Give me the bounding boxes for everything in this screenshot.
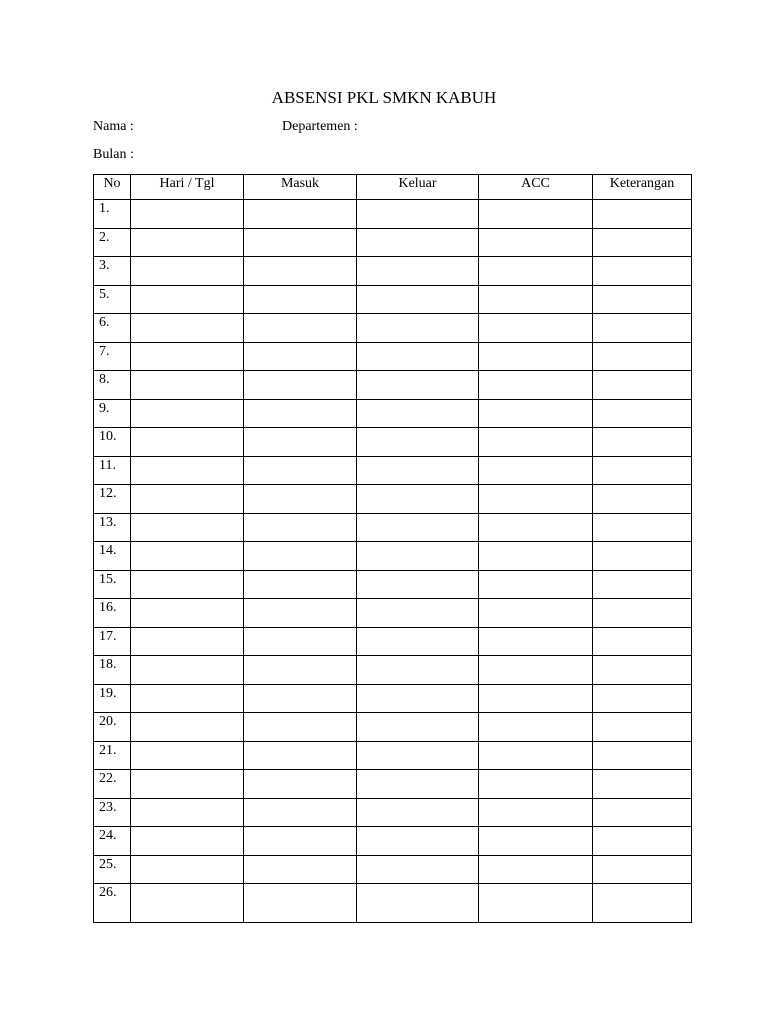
keterangan-cell	[593, 827, 692, 856]
keluar-cell	[357, 456, 479, 485]
keluar-cell	[357, 200, 479, 229]
row-number: 17.	[94, 627, 131, 656]
table-row	[94, 314, 692, 343]
masuk-cell	[244, 770, 357, 799]
acc-cell	[479, 599, 593, 628]
keterangan-cell	[593, 428, 692, 457]
masuk-cell	[244, 371, 357, 400]
acc-cell	[479, 627, 593, 656]
hari-tgl-cell	[131, 257, 244, 286]
page-title: ABSENSI PKL SMKN KABUH	[271, 88, 497, 107]
hari-tgl-cell	[131, 656, 244, 685]
keterangan-cell	[593, 399, 692, 428]
nama-label: Nama :	[93, 119, 134, 134]
acc-cell	[479, 570, 593, 599]
hari-tgl-cell	[131, 513, 244, 542]
acc-cell	[479, 200, 593, 229]
hari-tgl-cell	[131, 342, 244, 371]
row-number: 20.	[94, 713, 131, 742]
table-row	[94, 428, 692, 457]
keluar-cell	[357, 285, 479, 314]
table-row	[94, 827, 692, 856]
table-row	[94, 513, 692, 542]
hari-tgl-cell	[131, 428, 244, 457]
row-number: 26.	[94, 884, 131, 923]
keluar-cell	[357, 399, 479, 428]
keterangan-cell	[593, 542, 692, 571]
keluar-cell	[357, 884, 479, 923]
table-row	[94, 770, 692, 799]
keluar-cell	[357, 798, 479, 827]
masuk-cell	[244, 257, 357, 286]
masuk-cell	[244, 656, 357, 685]
table-row	[94, 285, 692, 314]
masuk-cell	[244, 456, 357, 485]
masuk-cell	[244, 599, 357, 628]
keterangan-cell	[593, 713, 692, 742]
masuk-cell	[244, 428, 357, 457]
acc-cell	[479, 314, 593, 343]
table-row	[94, 684, 692, 713]
acc-cell	[479, 542, 593, 571]
keterangan-cell	[593, 485, 692, 514]
hari-tgl-cell	[131, 200, 244, 229]
keluar-cell	[357, 599, 479, 628]
keterangan-cell	[593, 884, 692, 923]
table-row	[94, 713, 692, 742]
keluar-cell	[357, 627, 479, 656]
keterangan-cell	[593, 570, 692, 599]
keluar-cell	[357, 228, 479, 257]
keterangan-cell	[593, 770, 692, 799]
hari-tgl-cell	[131, 456, 244, 485]
keluar-cell	[357, 485, 479, 514]
acc-cell	[479, 884, 593, 923]
column-header-keluar: Keluar	[357, 175, 479, 200]
masuk-cell	[244, 884, 357, 923]
row-number: 16.	[94, 599, 131, 628]
hari-tgl-cell	[131, 314, 244, 343]
row-number: 2.	[94, 228, 131, 257]
hari-tgl-cell	[131, 741, 244, 770]
keterangan-cell	[593, 798, 692, 827]
row-number: 12.	[94, 485, 131, 514]
row-number: 14.	[94, 542, 131, 571]
masuk-cell	[244, 342, 357, 371]
table-row	[94, 228, 692, 257]
table-row	[94, 456, 692, 485]
masuk-cell	[244, 855, 357, 884]
row-number: 22.	[94, 770, 131, 799]
bulan-label: Bulan :	[93, 147, 134, 162]
column-header-no: No	[94, 175, 131, 200]
keluar-cell	[357, 855, 479, 884]
keluar-cell	[357, 570, 479, 599]
table-row	[94, 371, 692, 400]
table-row	[94, 570, 692, 599]
acc-cell	[479, 428, 593, 457]
acc-cell	[479, 684, 593, 713]
table-row	[94, 542, 692, 571]
keterangan-cell	[593, 285, 692, 314]
acc-cell	[479, 456, 593, 485]
keterangan-cell	[593, 684, 692, 713]
masuk-cell	[244, 827, 357, 856]
column-header-acc: ACC	[479, 175, 593, 200]
acc-cell	[479, 228, 593, 257]
hari-tgl-cell	[131, 485, 244, 514]
hari-tgl-cell	[131, 855, 244, 884]
table-row	[94, 599, 692, 628]
acc-cell	[479, 371, 593, 400]
table-header-row	[94, 175, 692, 200]
masuk-cell	[244, 684, 357, 713]
column-header-masuk: Masuk	[244, 175, 357, 200]
masuk-cell	[244, 627, 357, 656]
hari-tgl-cell	[131, 228, 244, 257]
row-number: 6.	[94, 314, 131, 343]
acc-cell	[479, 827, 593, 856]
table-row	[94, 485, 692, 514]
hari-tgl-cell	[131, 399, 244, 428]
keluar-cell	[357, 314, 479, 343]
masuk-cell	[244, 513, 357, 542]
masuk-cell	[244, 285, 357, 314]
row-number: 19.	[94, 684, 131, 713]
hari-tgl-cell	[131, 713, 244, 742]
masuk-cell	[244, 200, 357, 229]
keterangan-cell	[593, 257, 692, 286]
table-row	[94, 627, 692, 656]
masuk-cell	[244, 798, 357, 827]
column-header-hari-tgl: Hari / Tgl	[131, 175, 244, 200]
acc-cell	[479, 513, 593, 542]
row-number: 18.	[94, 656, 131, 685]
table-row	[94, 741, 692, 770]
keterangan-cell	[593, 599, 692, 628]
keluar-cell	[357, 684, 479, 713]
acc-cell	[479, 399, 593, 428]
hari-tgl-cell	[131, 570, 244, 599]
keterangan-cell	[593, 855, 692, 884]
acc-cell	[479, 257, 593, 286]
row-number: 8.	[94, 371, 131, 400]
hari-tgl-cell	[131, 798, 244, 827]
keluar-cell	[357, 342, 479, 371]
acc-cell	[479, 285, 593, 314]
masuk-cell	[244, 570, 357, 599]
keluar-cell	[357, 257, 479, 286]
hari-tgl-cell	[131, 827, 244, 856]
masuk-cell	[244, 485, 357, 514]
row-number: 11.	[94, 456, 131, 485]
hari-tgl-cell	[131, 285, 244, 314]
keterangan-cell	[593, 342, 692, 371]
table-row	[94, 855, 692, 884]
table-row	[94, 656, 692, 685]
keluar-cell	[357, 513, 479, 542]
keluar-cell	[357, 713, 479, 742]
masuk-cell	[244, 741, 357, 770]
keluar-cell	[357, 371, 479, 400]
acc-cell	[479, 656, 593, 685]
keterangan-cell	[593, 513, 692, 542]
acc-cell	[479, 741, 593, 770]
table-row	[94, 884, 692, 923]
row-number: 10.	[94, 428, 131, 457]
row-number: 3.	[94, 257, 131, 286]
row-number: 21.	[94, 741, 131, 770]
row-number: 1.	[94, 200, 131, 229]
keluar-cell	[357, 428, 479, 457]
keluar-cell	[357, 770, 479, 799]
table-row	[94, 257, 692, 286]
hari-tgl-cell	[131, 884, 244, 923]
acc-cell	[479, 485, 593, 514]
table-row	[94, 399, 692, 428]
keterangan-cell	[593, 456, 692, 485]
row-number: 9.	[94, 399, 131, 428]
hari-tgl-cell	[131, 770, 244, 799]
column-header-keterangan: Keterangan	[593, 175, 692, 200]
row-number: 13.	[94, 513, 131, 542]
keluar-cell	[357, 741, 479, 770]
masuk-cell	[244, 228, 357, 257]
acc-cell	[479, 855, 593, 884]
table-row	[94, 342, 692, 371]
keterangan-cell	[593, 627, 692, 656]
masuk-cell	[244, 314, 357, 343]
row-number: 5.	[94, 285, 131, 314]
row-number: 25.	[94, 855, 131, 884]
hari-tgl-cell	[131, 542, 244, 571]
masuk-cell	[244, 542, 357, 571]
keluar-cell	[357, 656, 479, 685]
hari-tgl-cell	[131, 684, 244, 713]
row-number: 24.	[94, 827, 131, 856]
keterangan-cell	[593, 314, 692, 343]
hari-tgl-cell	[131, 627, 244, 656]
keterangan-cell	[593, 228, 692, 257]
row-number: 15.	[94, 570, 131, 599]
keluar-cell	[357, 827, 479, 856]
departemen-label: Departemen :	[282, 119, 358, 134]
table-row	[94, 798, 692, 827]
hari-tgl-cell	[131, 599, 244, 628]
acc-cell	[479, 770, 593, 799]
attendance-table	[93, 174, 692, 923]
acc-cell	[479, 342, 593, 371]
keterangan-cell	[593, 200, 692, 229]
table-row	[94, 200, 692, 229]
attendance-table-body	[94, 200, 692, 923]
hari-tgl-cell	[131, 371, 244, 400]
row-number: 7.	[94, 342, 131, 371]
acc-cell	[479, 798, 593, 827]
keterangan-cell	[593, 741, 692, 770]
masuk-cell	[244, 399, 357, 428]
keluar-cell	[357, 542, 479, 571]
keterangan-cell	[593, 656, 692, 685]
keterangan-cell	[593, 371, 692, 400]
masuk-cell	[244, 713, 357, 742]
row-number: 23.	[94, 798, 131, 827]
acc-cell	[479, 713, 593, 742]
